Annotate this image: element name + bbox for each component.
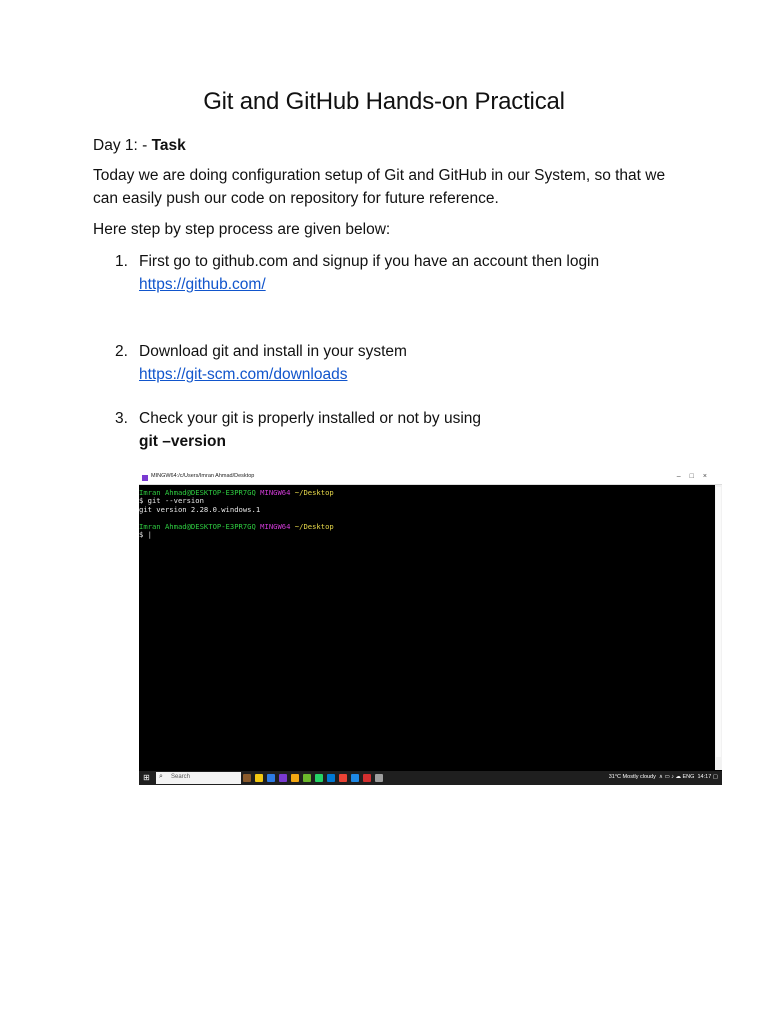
day-prefix: Day 1: - bbox=[93, 137, 152, 154]
github-link[interactable]: https://github.com/ bbox=[139, 275, 266, 293]
windows-taskbar bbox=[139, 771, 722, 785]
prompt-user-2: Imran Ahmad@DESKTOP-E3PR7GQ bbox=[139, 521, 256, 531]
taskbar-app-icon bbox=[327, 774, 335, 782]
terminal-scrollbar bbox=[715, 485, 722, 770]
terminal-output bbox=[139, 489, 334, 539]
taskbar-app-icon bbox=[375, 774, 383, 782]
page-title: Git and GitHub Hands-on Practical bbox=[203, 88, 565, 115]
language-indicator: ENG bbox=[682, 774, 695, 780]
step-text: Download git and install in your system bbox=[139, 343, 407, 360]
terminal-titlebar bbox=[139, 472, 722, 485]
step-number: 3. bbox=[115, 410, 128, 427]
window-controls: –□× bbox=[676, 473, 716, 480]
clock: 14:17 bbox=[697, 774, 712, 780]
git-version-command: git –version bbox=[139, 432, 226, 450]
scrollbar-thumb bbox=[716, 487, 721, 757]
taskbar-app-icon bbox=[315, 774, 323, 782]
taskbar-app-icon bbox=[255, 774, 263, 782]
step-number: 1. bbox=[115, 253, 128, 270]
prompt-path: ~/Desktop bbox=[294, 488, 334, 497]
system-tray: 31°C Mostly cloudy ∧ ▭ ♪ ☁ ENG 14:17 ▢ bbox=[608, 774, 718, 780]
weather-text: 31°C Mostly cloudy bbox=[608, 774, 656, 780]
step-text: First go to github.com and signup if you have an account then login bbox=[139, 253, 600, 270]
steps-heading: Here step by step process are given below: bbox=[93, 221, 391, 238]
taskbar-app-icon bbox=[303, 774, 311, 782]
windows-icon: ⊞ bbox=[143, 773, 150, 782]
command-line: $ git --version bbox=[139, 496, 204, 506]
taskbar-app-icon bbox=[243, 774, 251, 782]
command-output: git version 2.28.0.windows.1 bbox=[139, 504, 261, 514]
taskbar-search bbox=[156, 772, 241, 784]
step-number: 2. bbox=[115, 343, 128, 360]
taskbar-app-icon bbox=[339, 774, 347, 782]
intro-paragraph: Today we are doing configuration setup of Git and GitHub in our System, so that we can easily push our code on repository for future reference. bbox=[93, 167, 666, 207]
taskbar-app-icon bbox=[291, 774, 299, 782]
step-text: Check your git is properly installed or not by using bbox=[139, 410, 482, 427]
mingw-icon bbox=[142, 475, 148, 481]
git-downloads-link[interactable]: https://git-scm.com/downloads bbox=[139, 365, 348, 383]
prompt-user: Imran Ahmad@DESKTOP-E3PR7GQ bbox=[139, 488, 256, 497]
terminal-window-title: MINGW64:/c/Users/Imran Ahmad/Desktop bbox=[151, 473, 255, 479]
terminal-screenshot bbox=[139, 472, 722, 785]
taskbar-app-icon bbox=[351, 774, 359, 782]
search-placeholder: Search bbox=[171, 774, 191, 780]
taskbar-app-icon bbox=[279, 774, 287, 782]
search-icon: ⌕ bbox=[159, 773, 163, 780]
day-label bbox=[93, 134, 683, 157]
taskbar-app-icon bbox=[363, 774, 371, 782]
taskbar-app-icon bbox=[267, 774, 275, 782]
prompt-env-2: MINGW64 bbox=[260, 521, 291, 531]
day-task: Task bbox=[151, 137, 186, 154]
cursor-prompt: $ | bbox=[139, 530, 152, 540]
prompt-env: MINGW64 bbox=[260, 488, 291, 497]
prompt-path-2: ~/Desktop bbox=[294, 521, 334, 531]
